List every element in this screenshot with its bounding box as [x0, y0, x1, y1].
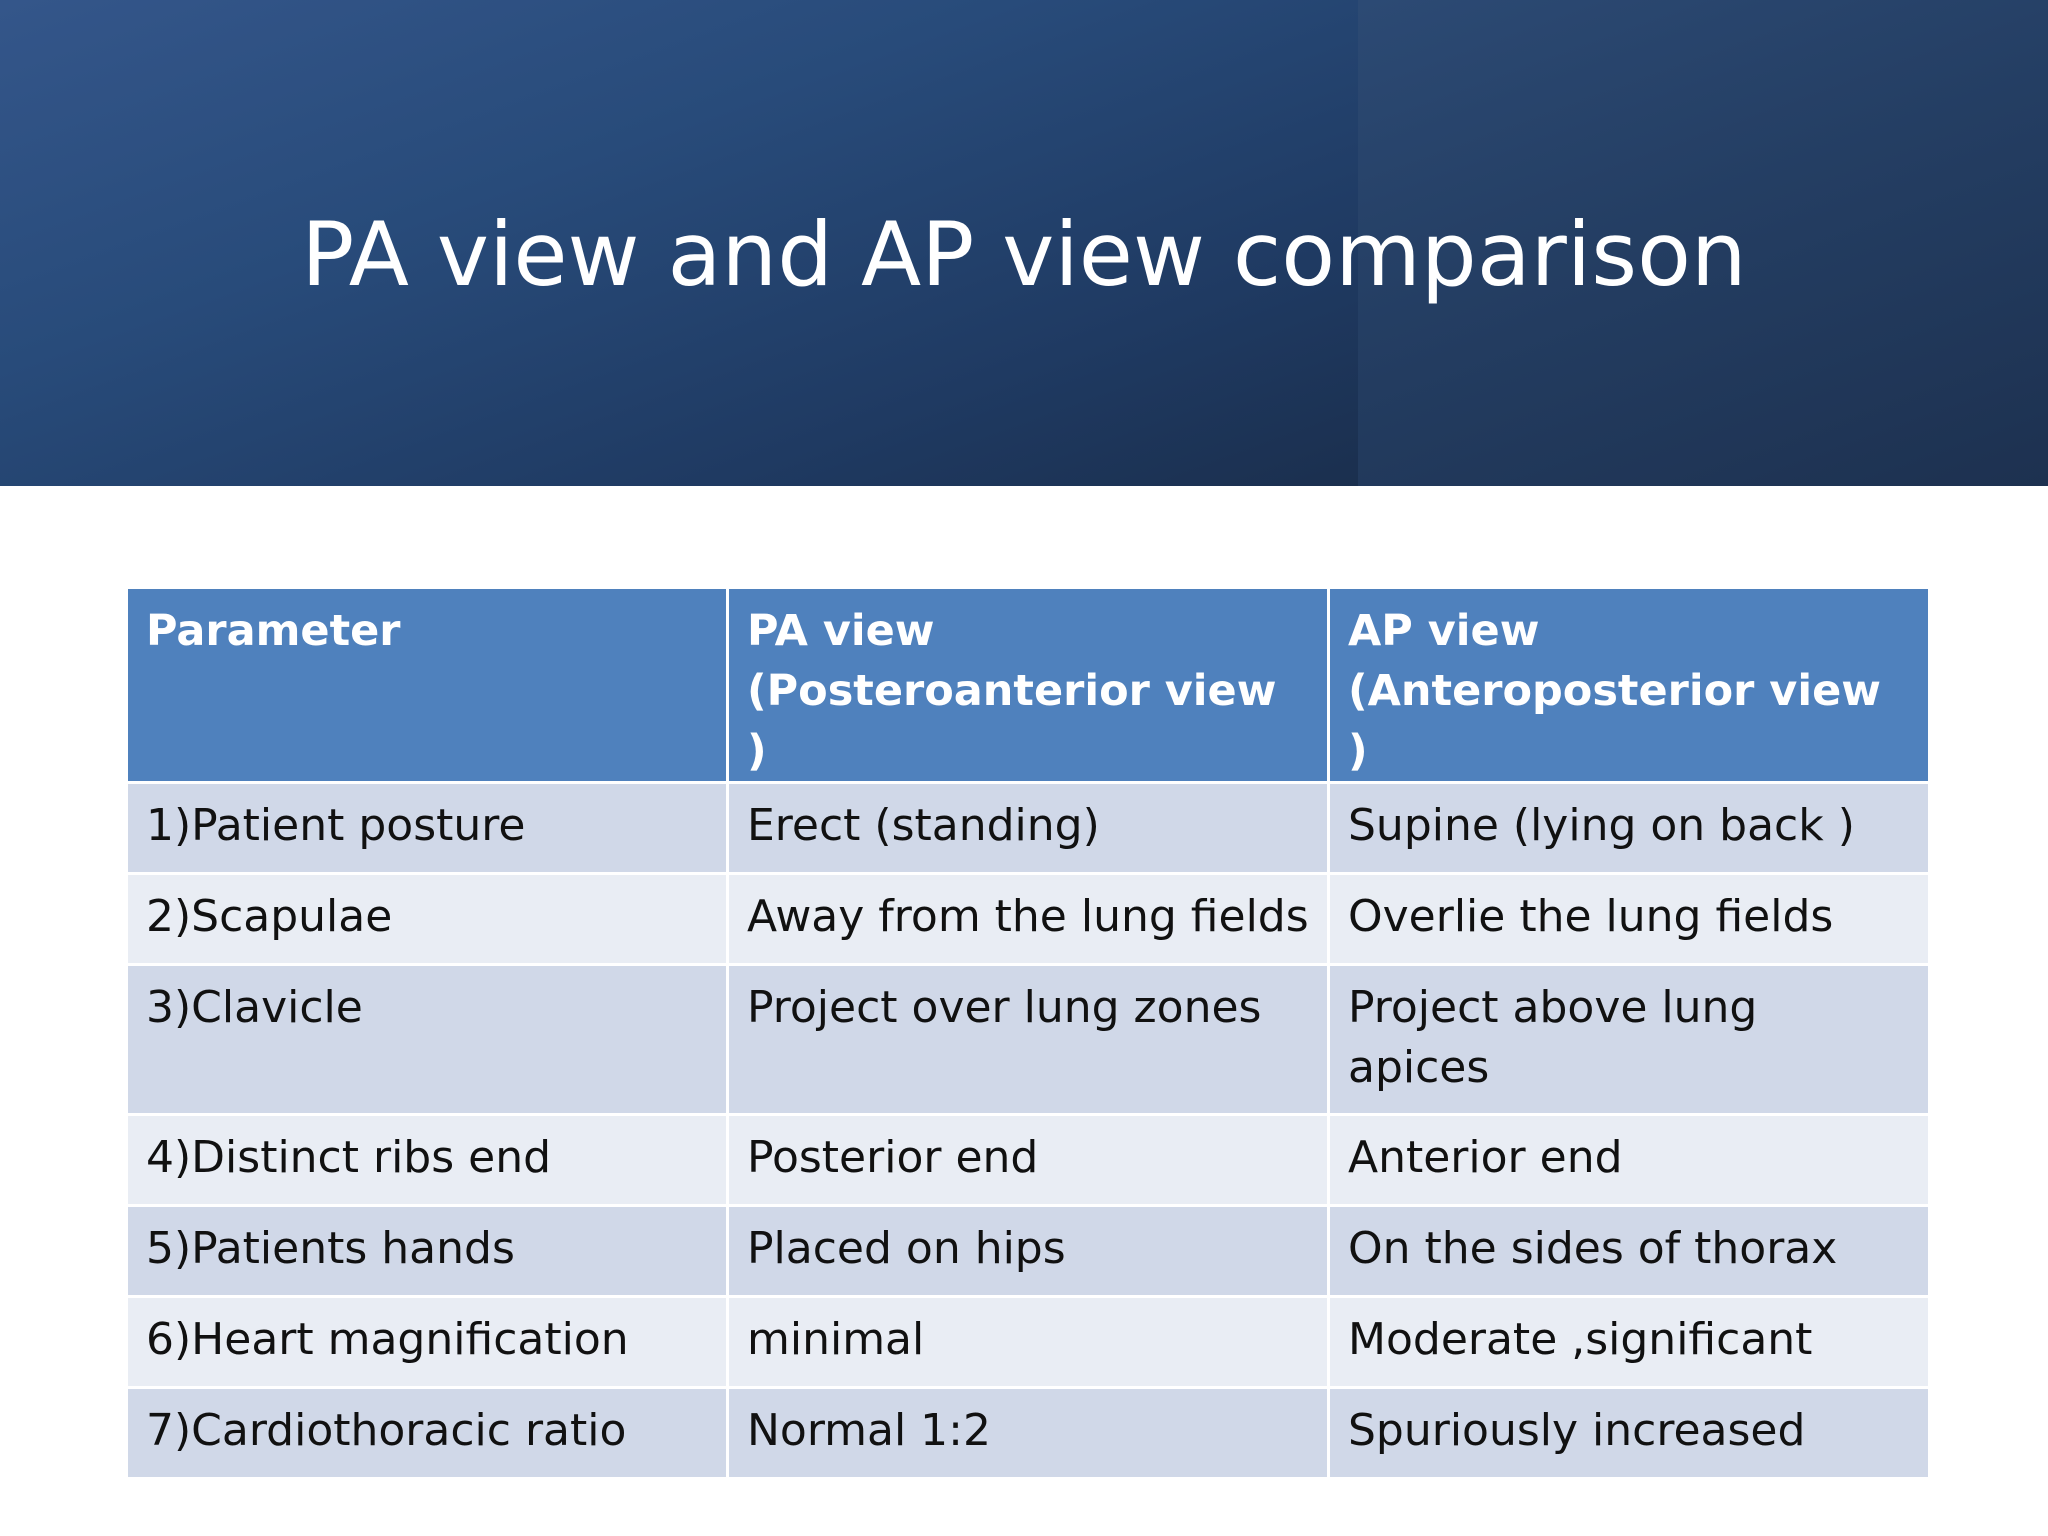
pa-cell: Project over lung zones — [728, 965, 1329, 1115]
pa-cell: minimal — [728, 1297, 1329, 1388]
table-row — [127, 1388, 1930, 1479]
table-row — [127, 874, 1930, 965]
ap-cell: On the sides of thorax — [1329, 1206, 1930, 1297]
table-row — [127, 783, 1930, 874]
slide-title: PA view and AP view comparison — [301, 203, 1747, 306]
table-row — [127, 965, 1930, 1115]
parameter-cell: 3)Clavicle — [127, 965, 728, 1115]
pa-cell: Normal 1:2 — [728, 1388, 1329, 1479]
pa-cell: Posterior end — [728, 1115, 1329, 1206]
title-banner — [0, 0, 2048, 486]
ap-cell: Project above lung apices — [1329, 965, 1930, 1115]
parameter-cell: 5)Patients hands — [127, 1206, 728, 1297]
parameter-cell: 1)Patient posture — [127, 783, 728, 874]
header-parameter: Parameter — [127, 588, 728, 783]
parameter-cell: 7)Cardiothoracic ratio — [127, 1388, 728, 1479]
parameter-cell: 2)Scapulae — [127, 874, 728, 965]
ap-cell: Supine (lying on back ) — [1329, 783, 1930, 874]
ap-cell: Spuriously increased — [1329, 1388, 1930, 1479]
header-ap-view: AP view (Anteroposterior view ) — [1329, 588, 1930, 783]
parameter-cell: 4)Distinct ribs end — [127, 1115, 728, 1206]
header-pa-view: PA view (Posteroanterior view ) — [728, 588, 1329, 783]
pa-cell: Away from the lung fields — [728, 874, 1329, 965]
pa-cell: Erect (standing) — [728, 783, 1329, 874]
comparison-table — [125, 586, 1931, 1480]
ap-cell: Anterior end — [1329, 1115, 1930, 1206]
pa-cell: Placed on hips — [728, 1206, 1329, 1297]
ap-cell: Moderate ,significant — [1329, 1297, 1930, 1388]
table-row — [127, 1206, 1930, 1297]
ap-cell: Overlie the lung fields — [1329, 874, 1930, 965]
table-row — [127, 1297, 1930, 1388]
table-row — [127, 1115, 1930, 1206]
table-header-row — [127, 588, 1930, 783]
parameter-cell: 6)Heart magnification — [127, 1297, 728, 1388]
